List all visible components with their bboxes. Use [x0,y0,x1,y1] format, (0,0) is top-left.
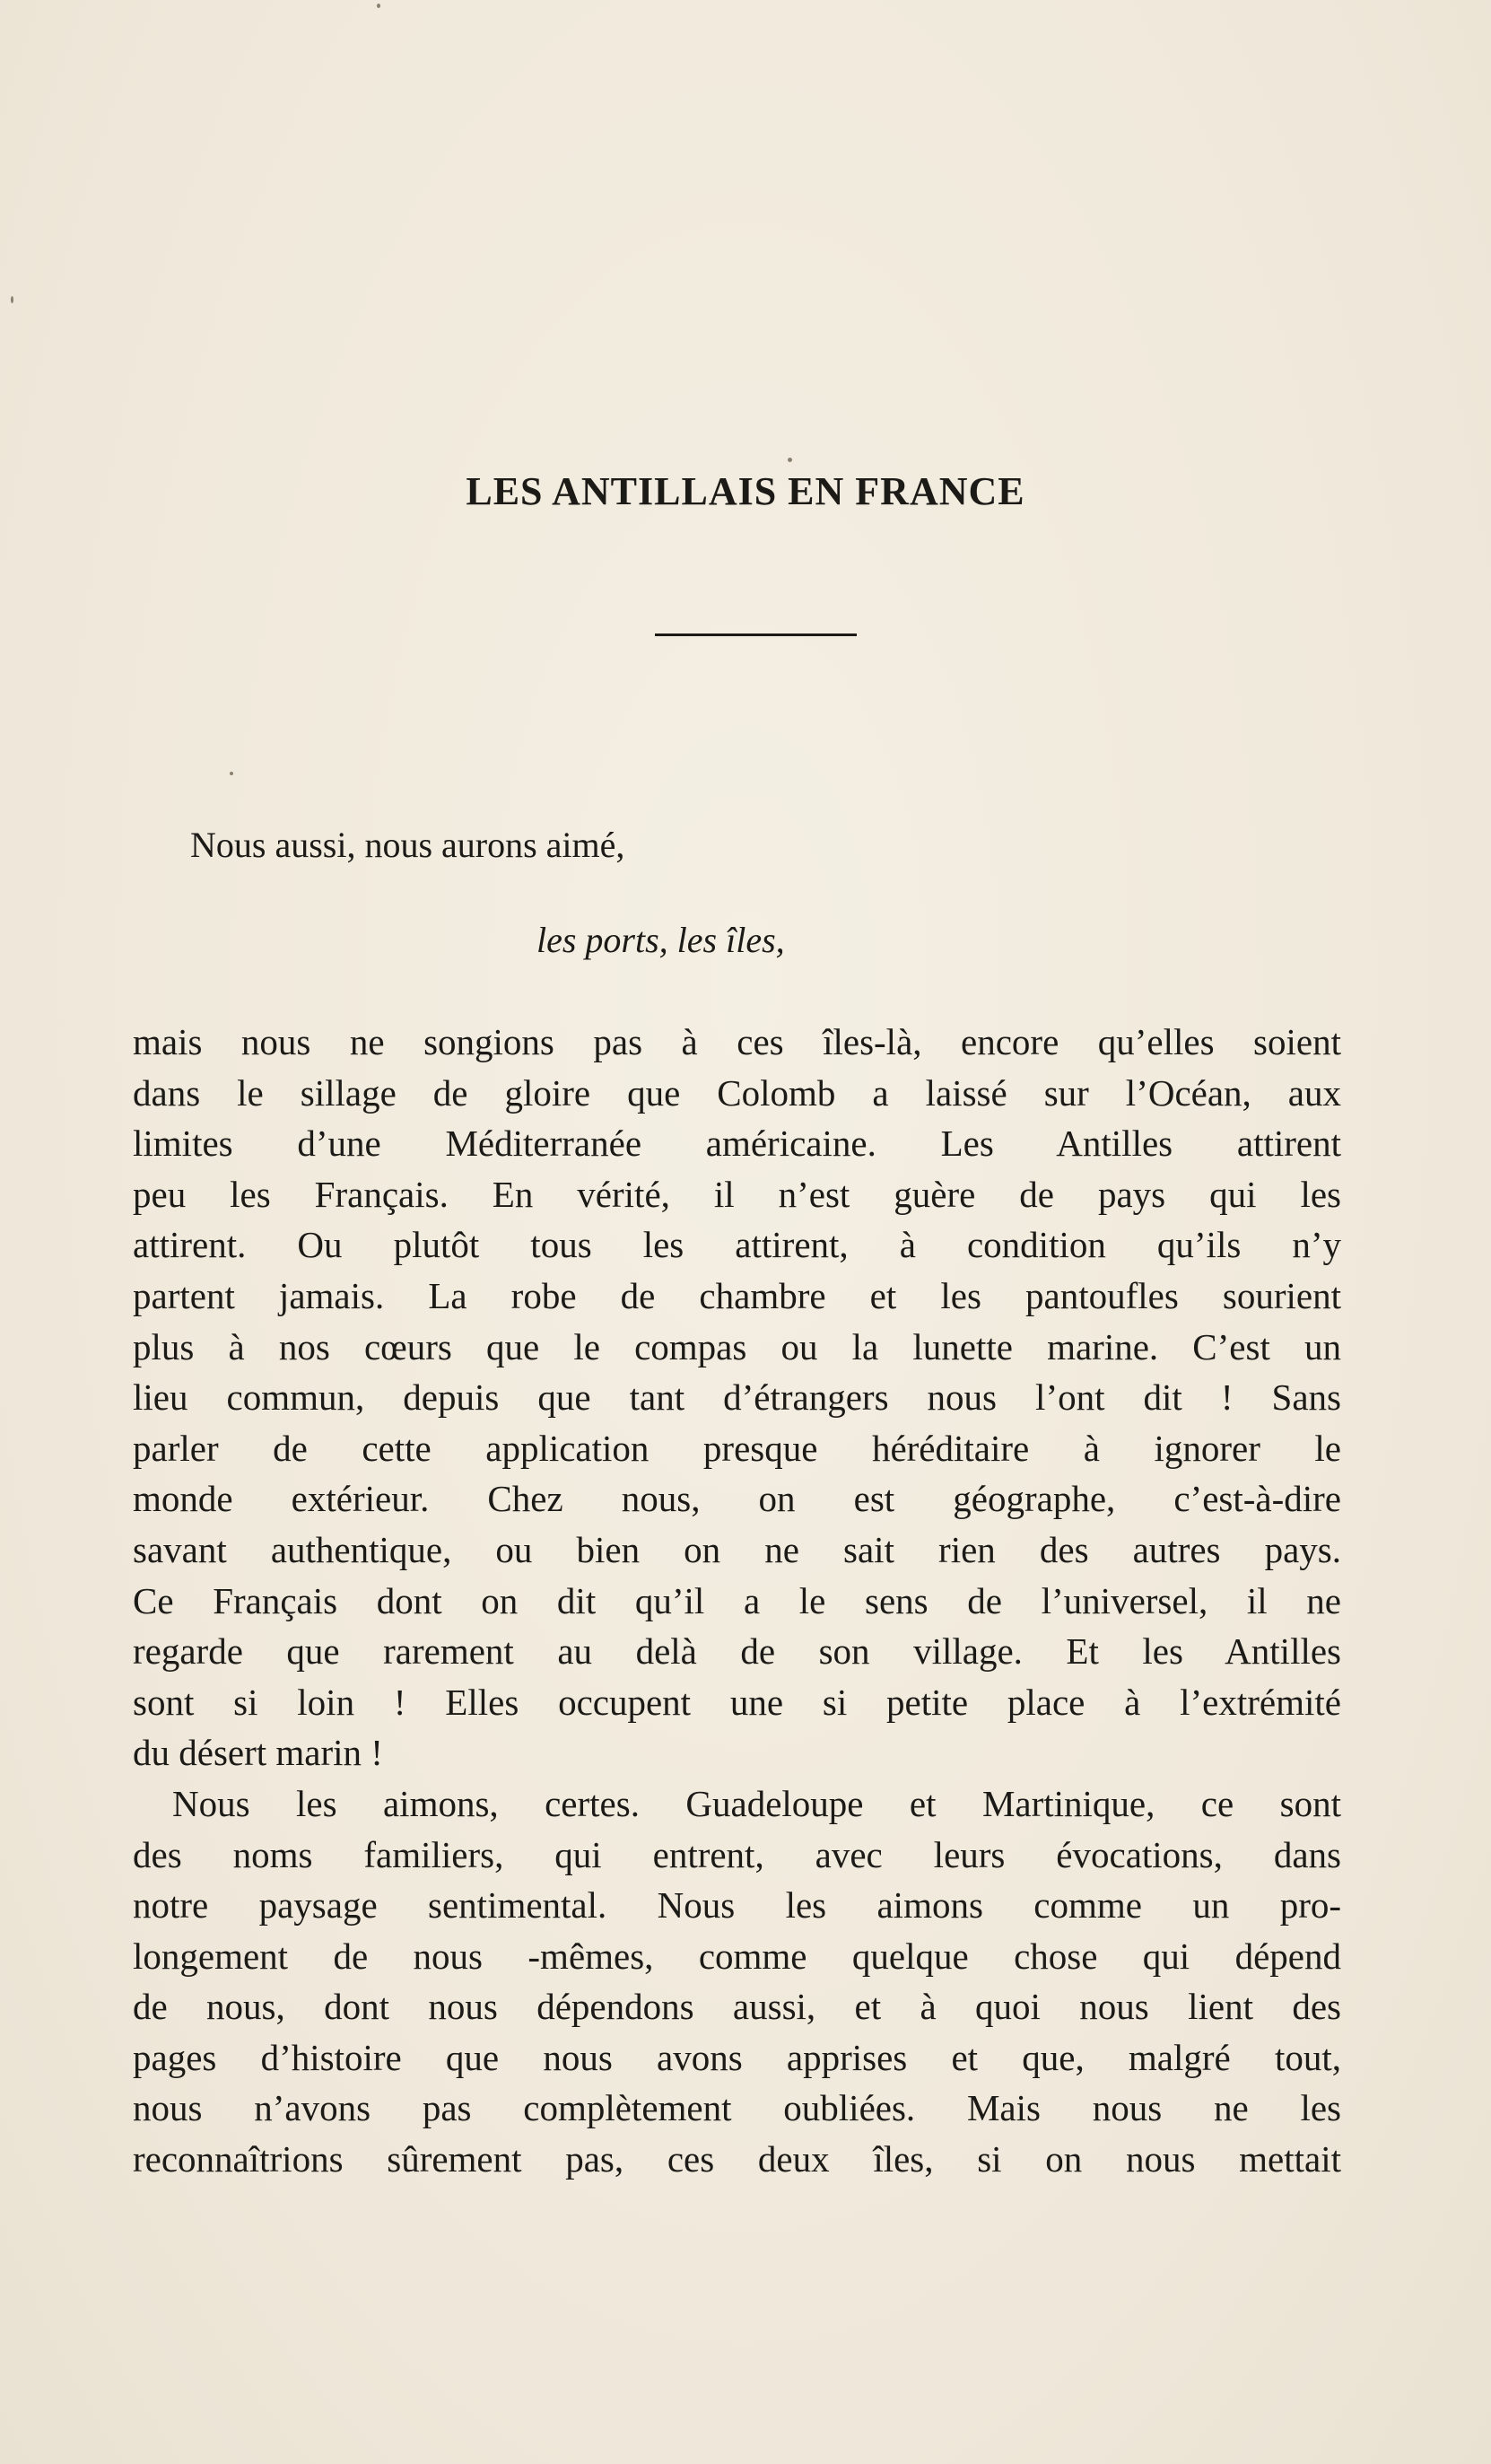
epigraph-line-2: les ports, les îles, [536,920,785,960]
chapter-title: LES ANTILLAIS EN FRANCE [466,469,1025,513]
text-line: plus à nos cœurs que le compas ou la lunette marine. C’est un [133,1325,1341,1367]
epigraph-line-1: Nous aussi, nous aurons aimé, [190,825,625,865]
text-line: Ce Français dont on dit qu’il a le sens de l’universel, il ne [133,1579,1341,1621]
text-line: pages d’histoire que nous avons apprises et que, malgré tout, [133,2036,1341,2078]
text-line: limites d’une Méditerranée américaine. Les Antilles attirent [133,1123,1341,1165]
text-line: notre paysage sentimental. Nous les aimons comme un pro- [133,1884,1341,1927]
text-line: peu les Français. En vérité, il n’est guère de pays qui les [133,1173,1341,1215]
title-divider [655,633,857,636]
paper-speck [11,296,13,303]
text-line: du désert marin ! [133,1732,383,1774]
text-line: mais nous ne songions pas à ces îles-là, encore qu’elles soient [133,1021,1341,1062]
text-line: sont si loin ! Elles occupent une si petite place à l’extrémité [133,1681,1341,1723]
text-line: partent jamais. La robe de chambre et les pantoufles sourient [133,1274,1341,1316]
text-line: regarde que rarement au delà de son village. Et les Antilles [133,1630,1341,1673]
text-line: des noms familiers, qui entrent, avec leurs évocations, dans [133,1833,1341,1875]
text-line: reconnaîtrions sûrement pas, ces deux îles, si on nous mettait [133,2138,1341,2180]
body-text [133,1017,1341,2185]
paper-speck [788,458,792,462]
paper-speck [377,4,380,8]
paper-speck [230,772,233,775]
text-line: monde extérieur. Chez nous, on est géographe, c’est-à-dire [133,1478,1341,1520]
text-line: de nous, dont nous dépendons aussi, et à quoi nous lient des [133,1986,1341,2028]
text-line: lieu commun, depuis que tant d’étrangers nous l’ont dit ! Sans [133,1376,1341,1419]
text-line: dans le sillage de gloire que Colomb a laissé sur l’Océan, aux [133,1071,1341,1114]
text-line: savant authentique, ou bien on ne sait rien des autres pays. [133,1528,1341,1570]
text-line: longement de nous -mêmes, comme quelque chose qui dépend [133,1935,1341,1977]
text-line: parler de cette application presque héréditaire à ignorer le [133,1427,1341,1469]
text-line: nous n’avons pas complètement oubliées. Mais nous ne les [133,2087,1341,2129]
text-line: attirent. Ou plutôt tous les attirent, à condition qu’ils n’y [133,1224,1341,1266]
text-line: Nous les aimons, certes. Guadeloupe et Martinique, ce sont [172,1782,1341,1824]
